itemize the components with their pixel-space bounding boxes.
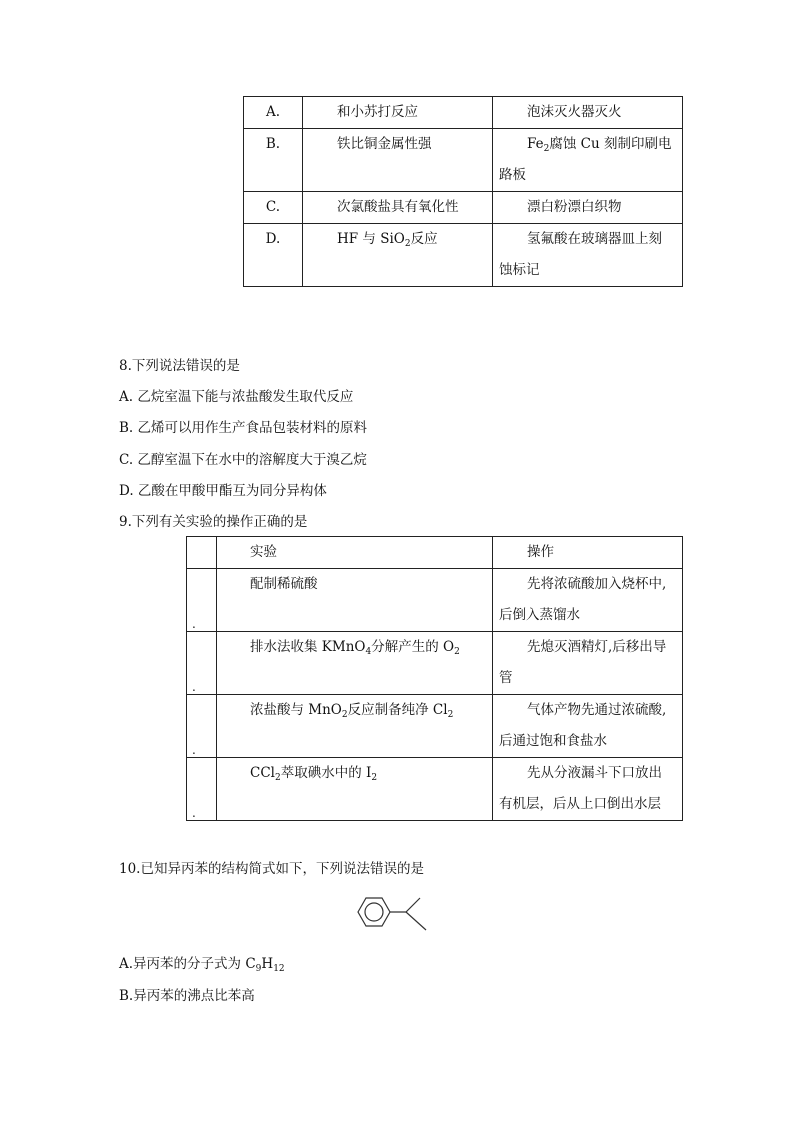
experiment-cell: 浓盐酸与 MnO$_2$反应制备纯净 $Cl_2$ — [217, 695, 493, 758]
application-cell: 泡沫灭火器灭火 — [493, 97, 683, 129]
row-marker-cell — [187, 569, 217, 632]
table-row — [187, 758, 683, 821]
row-marker-cell — [187, 758, 217, 821]
row-marker-cell — [187, 632, 217, 695]
question-10-stem: 10.已知异丙苯的结构简式如下，下列说法错误的是 — [119, 861, 424, 877]
row-marker-cell — [187, 695, 217, 758]
row-marker: . — [192, 806, 196, 820]
table-row — [244, 192, 683, 224]
option-label: C. — [244, 192, 303, 224]
aromatic-circle — [365, 903, 383, 921]
empty-header-cell — [187, 537, 217, 569]
table-row — [187, 695, 683, 758]
table-row — [244, 97, 683, 129]
row-marker: . — [192, 743, 196, 757]
experiment-cell: 排水法收集 KMnO$_4$分解产生的 $O_2$ — [217, 632, 493, 695]
isopropyl-bond-upper — [390, 898, 420, 912]
experiment-cell: 配制稀硫酸 — [217, 569, 493, 632]
option-label: D. — [244, 224, 303, 287]
question-8-option-d: D. 乙酸在甲酸甲酯互为同分异构体 — [119, 483, 327, 499]
property-application-table — [243, 96, 683, 287]
property-cell: HF 与 SiO$_2$反应 — [303, 224, 493, 287]
option-label: B. — [244, 129, 303, 192]
property-cell: 铁比铜金属性强 — [303, 129, 493, 192]
question-10-option-a: A.异丙苯的分子式为 $C_9H_{12}$ — [119, 956, 285, 974]
experiment-operation-table — [186, 536, 683, 821]
row-marker: . — [192, 680, 196, 694]
operation-cell: 先将浓硫酸加入烧杯中, 后倒入蒸馏水 — [493, 569, 683, 632]
cumene-structure-diagram — [350, 884, 440, 940]
experiment-cell: CCl$_2$萃取碘水中的 $I_2$ — [217, 758, 493, 821]
question-9-stem: 9.下列有关实验的操作正确的是 — [119, 514, 308, 530]
question-10-option-b: B.异丙苯的沸点比苯高 — [119, 988, 255, 1004]
question-8-stem: 8.下列说法错误的是 — [119, 358, 240, 374]
property-cell: 次氯酸盐具有氧化性 — [303, 192, 493, 224]
option-label: A. — [244, 97, 303, 129]
question-8-option-a: A. 乙烷室温下能与浓盐酸发生取代反应 — [119, 389, 354, 405]
benzene-ring — [358, 898, 390, 926]
property-cell: 和小苏打反应 — [303, 97, 493, 129]
table-row — [187, 569, 683, 632]
question-8-option-b: B. 乙烯可以用作生产食品包装材料的原料 — [119, 420, 368, 436]
operation-cell: 先从分液漏斗下口放出 有机层，后从上口倒出水层 — [493, 758, 683, 821]
operation-cell: 气体产物先通过浓硫酸, 后通过饱和食盐水 — [493, 695, 683, 758]
question-8-option-c: C. 乙醇室温下在水中的溶解度大于溴乙烷 — [119, 452, 367, 468]
table-header-row — [187, 537, 683, 569]
table-row — [244, 224, 683, 287]
application-cell: $Fe_2$腐蚀 Cu 刻制印刷电 路板 — [493, 129, 683, 192]
table-row — [244, 129, 683, 192]
row-marker: . — [192, 617, 196, 631]
experiment-header: 实验 — [217, 537, 493, 569]
application-cell: 漂白粉漂白织物 — [493, 192, 683, 224]
operation-cell: 先熄灭酒精灯,后移出导 管 — [493, 632, 683, 695]
isopropyl-bond-lower — [406, 912, 426, 930]
operation-header: 操作 — [493, 537, 683, 569]
application-cell: 氢氟酸在玻璃器皿上刻 蚀标记 — [493, 224, 683, 287]
table-row — [187, 632, 683, 695]
